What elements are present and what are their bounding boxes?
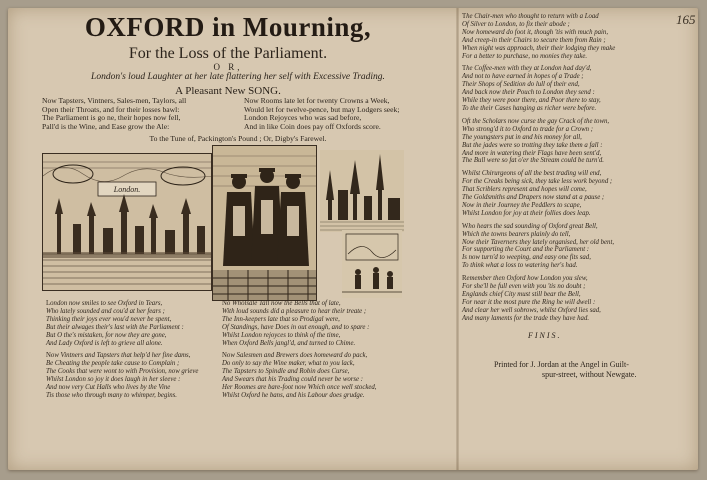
verse-line: Now Tapsters, Vintners, Sales-men, Taylors, all <box>42 96 187 105</box>
verse-line: Their Shops of Sedition do lull of their end, <box>462 81 580 89</box>
verse-line: Tis those who through many to whimper, begins. <box>46 391 177 399</box>
verse-line: Pall'd is the Wine, and Ease grow the Ale: <box>42 121 170 131</box>
verse-line: London now smiles to see Oxford in Tears, <box>46 300 163 307</box>
stanza-top-right <box>244 97 399 131</box>
verse-line: And back now their Pouch to London they send : <box>462 89 595 97</box>
woodcut-three-figures <box>212 145 317 301</box>
verse-line: Remember then Oxford how London you slew, <box>462 275 588 283</box>
verse-line: No Wholsale Tall now the Bells that of late, <box>222 300 341 307</box>
finis-mark: FINIS. <box>528 331 562 340</box>
verse-line: The Chair-men who thought to return with a Load <box>462 13 599 20</box>
verse-line: Now their Taverners they lately organised, her old bent, <box>462 238 615 246</box>
stanza <box>462 223 615 270</box>
verse-line: Open their Throats, and for their losses bawl: <box>42 104 180 114</box>
verse-line: But the jades were so trotting they take them a fall : <box>462 141 603 149</box>
verse-line: Now in their Journey the Peddlers to scape, <box>462 201 582 209</box>
stanza <box>462 118 615 165</box>
verse-line: Now Vintners and Tapsters that help'd her fine dams, <box>46 352 191 360</box>
verse-line: Englands chief City must still bear the Bell, <box>462 291 581 298</box>
verse-line: And many laments for the trade they have had. <box>462 314 590 322</box>
broadside-subtitle: For the Loss of the Parliament. <box>128 45 328 62</box>
verse-line: When Oxford Bells jangl'd, and turned to Chime. <box>222 339 356 347</box>
verse-line: To think what a loss to watering her's had. <box>462 262 578 270</box>
broadside-sheet <box>8 8 698 470</box>
verse-line: To the their Cases hanging as richer were before. <box>462 104 597 112</box>
verse-line: The Cooks that were wont to with Provision, now grieve <box>46 368 199 376</box>
three-crowned-figures-illustration <box>213 146 317 301</box>
song-label: A Pleasant New SONG. <box>175 85 281 97</box>
verse-line: And not to have earned in hopes of a Trade ; <box>462 73 584 81</box>
verse-line: That Scriblers represent and hopes will come, <box>462 186 587 194</box>
verse-line: The Inn-keepers late that so Prodigal were, <box>222 315 340 323</box>
verse-line: The Bull were so fat o'er the Stream could be turn'd. <box>462 157 604 165</box>
verse-line: The youngsters put in and his money for all, <box>462 133 582 141</box>
verse-line: And now very Cut Halls who lives by the Vine <box>46 384 171 392</box>
verse-line: Her Roomes are bare-foot now Which once well stocked, <box>222 384 377 392</box>
or-line: O R, <box>213 62 243 72</box>
verse-column-middle <box>222 300 376 405</box>
town-spires-illustration <box>320 150 404 232</box>
verse-line: The Tapsters to Spindle and Robin does Curse, <box>222 368 350 376</box>
verse-line: Now Salesmen and Brewers does homeward do pack, <box>222 352 368 360</box>
small-figures-scene-illustration <box>342 230 402 298</box>
verse-line: And creep-in their Chairs to secure them from Rain ; <box>462 36 606 44</box>
london-cityscape-illustration <box>43 154 212 291</box>
verse-line: The Parliament is go ne, their hopes now fell, <box>42 113 181 123</box>
verse-line: And Swears that his Trading could never be worse : <box>222 376 364 384</box>
verse-line: Thinking their joys ever wou'd never be spent, <box>46 315 172 323</box>
verse-line: And in like Coin does pay off Oxfords score. <box>244 121 381 131</box>
verse-line: Who hears the sad sounding of Oxford great Bell, <box>462 222 598 230</box>
verse-line: And Lady Oxford is left to grieve all alone. <box>46 339 163 347</box>
stanza <box>222 352 376 399</box>
verse-line: Now homeward do foot it, though 'tis with much pain, <box>462 28 609 36</box>
verse-line: Do only to say the Wine maker, what to you lack, <box>222 360 355 368</box>
verse-line: Which the towns bearers plainly do tell, <box>462 230 571 238</box>
verse-line: For the Creaks being sick, they take less work beyond ; <box>462 178 613 186</box>
verse-column-left <box>46 300 198 405</box>
woodcut-london-view <box>42 153 212 291</box>
description-line: London's loud Laughter at her late flattering her self with Excessive Trading. <box>91 72 385 82</box>
verse-line: But their alwages their's last with the Parliament : <box>46 323 184 331</box>
verse-line: But O the's mistaken, for now they are gone, <box>46 331 167 339</box>
verse-line: Whilst London so joy it does laugh in her sleeve : <box>46 376 181 384</box>
verse-line: Whilst Oxford he bans, and his Labour does grudge. <box>222 391 365 399</box>
verse-line: With loud sounds did a pleasure to hear their treate ; <box>222 307 367 315</box>
verse-line: The Goldsmiths and Drapers now stand at a pause ; <box>462 194 605 202</box>
verse-line: London Rejoyces who was sad before, <box>244 113 362 123</box>
verse-line: While they were poor there, and Poor there to stay, <box>462 97 601 105</box>
verse-line: For supporting the Court and the Parliament : <box>462 246 590 254</box>
woodcut-small-scene <box>342 230 402 298</box>
verse-line: Who strong'd it to Oxford to trade for a Crown ; <box>462 125 593 133</box>
stanza <box>462 13 615 60</box>
verse-line: Now Rooms late let for twenty Crowns a Week, <box>244 96 390 105</box>
verse-line: And clear her well sobrows, whilst Oxford lies sad, <box>462 306 601 314</box>
printer-imprint <box>494 360 636 380</box>
verse-line: The Coffee-men with they at London had day'd, <box>462 65 592 73</box>
verse-line: Who lately sounded and cou'd at her fears ; <box>46 307 165 315</box>
verse-line: Whilst Chirurgeons of all the best trading will end, <box>462 170 602 178</box>
stanza <box>462 65 615 112</box>
imprint-line: Printed for J. Jordan at the Angel in Guilt- <box>494 360 629 369</box>
tune-line: To the Tune of, Packington's Pound ; Or, Digby's Farewel. <box>149 134 327 143</box>
stanza <box>46 300 198 347</box>
verse-line: Oft the Scholars now curse the gay Crack of the town, <box>462 117 610 125</box>
verse-line: Whilst London rejoyces to think of the time, <box>222 331 341 339</box>
city-banner-label: London. <box>113 185 141 194</box>
broadside-title: OXFORD in Mourning, <box>84 12 372 42</box>
verse-line: Of Silver to London, to fix their abode ; <box>462 20 570 28</box>
verse-line: For near it the most pure the Ring he will dwell : <box>462 298 596 306</box>
verse-line: When night was approach, their their lodging they make <box>462 44 616 52</box>
verse-line: Is now turn'd to weeping, and easy one fits sad, <box>462 254 591 262</box>
imprint-line: spur-street, without Newgate. <box>542 370 637 379</box>
verse-line: Whilst London for joy at their follies does leap. <box>462 209 591 217</box>
verse-line: Of Standings, have Does in out enough, and to spare : <box>222 323 370 331</box>
verse-line: Be Cheating the people take cause to Complain ; <box>46 360 180 368</box>
page-number: 165 <box>676 12 696 27</box>
verse-line: For a better to purchase, no monies they take. <box>462 52 588 60</box>
stanza <box>462 170 615 217</box>
verse-line: And more in watering their Flags have been sent'd, <box>462 149 602 157</box>
verse-column-right <box>462 13 615 328</box>
paper-fold <box>456 8 459 470</box>
stanza <box>46 352 198 399</box>
verse-line: For she'll be full even with you 'tis no doubt ; <box>462 283 586 291</box>
stanza <box>462 275 615 322</box>
stanza <box>222 300 376 347</box>
woodcut-oxford-town <box>320 150 404 232</box>
verse-line: Would let for twelve-pence, but may Lodgers seek; <box>244 104 400 114</box>
stanza-top-left <box>42 97 186 131</box>
